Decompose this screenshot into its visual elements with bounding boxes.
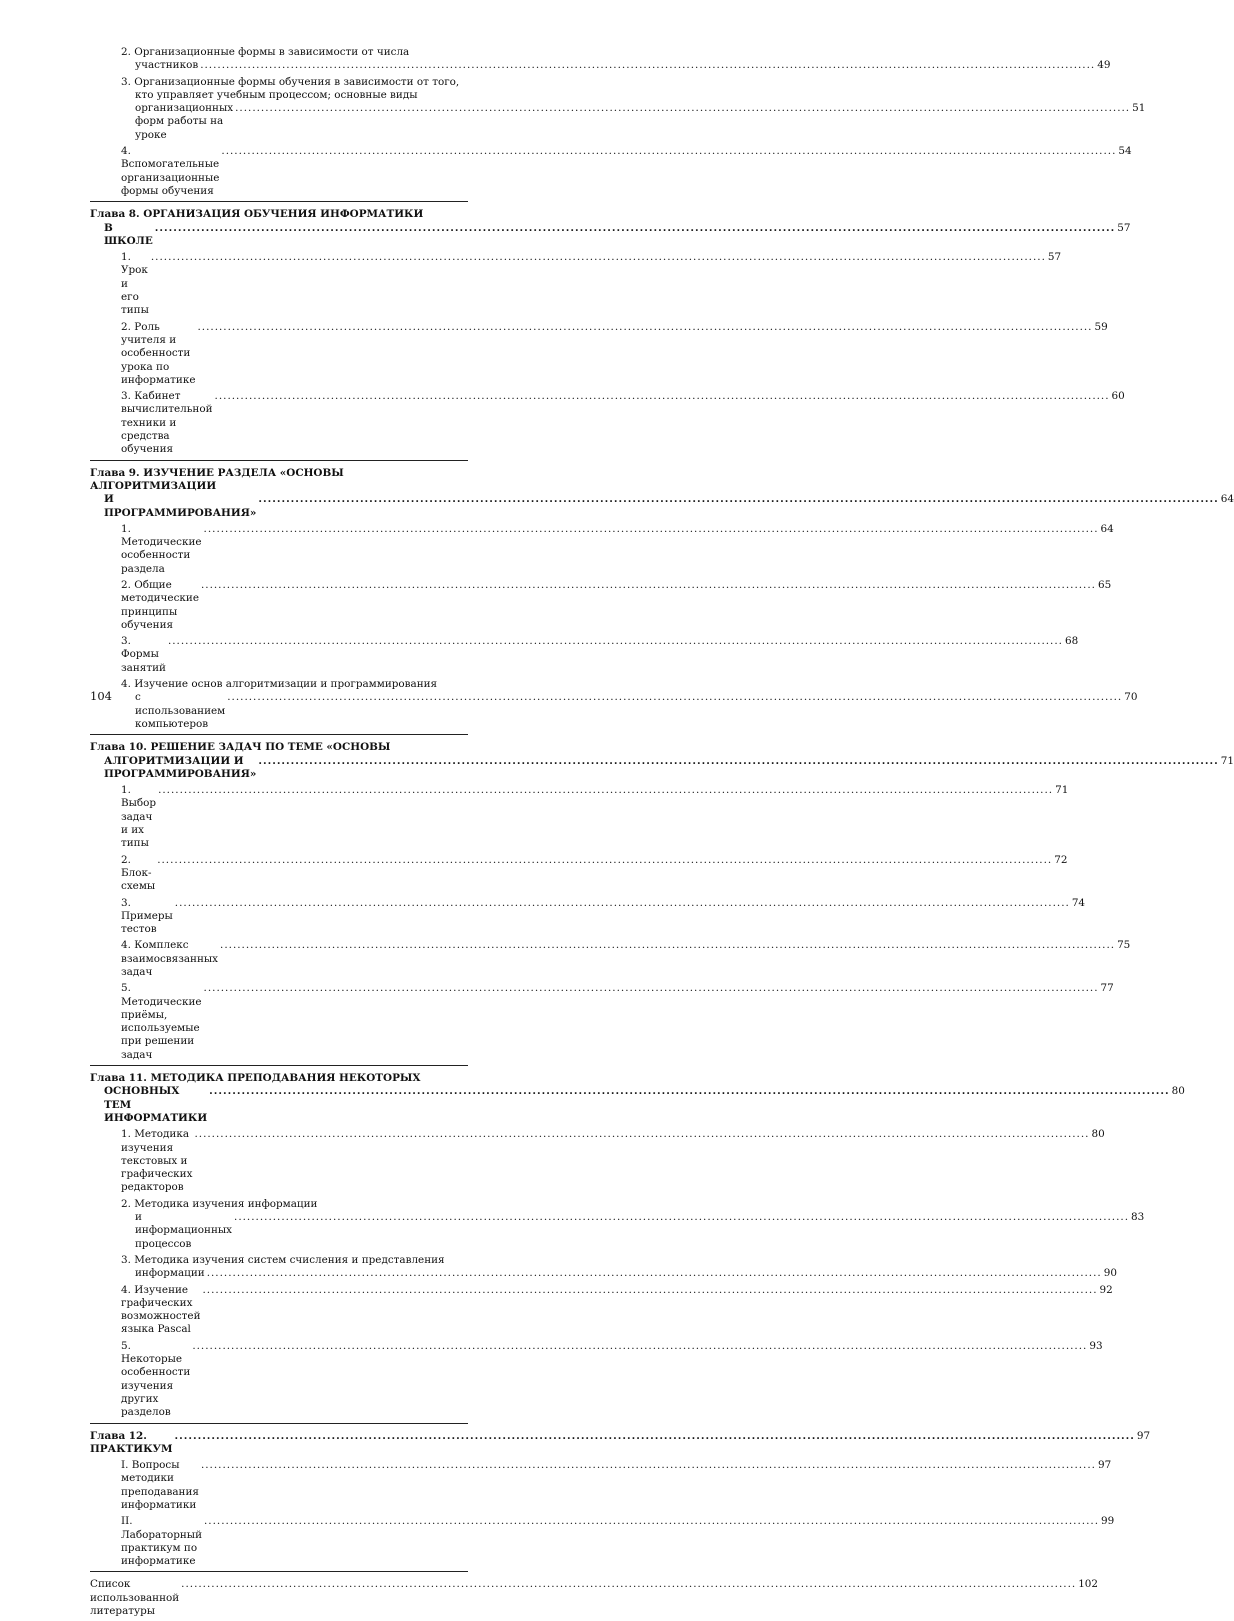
toc-chapter-entry — [90, 1429, 1151, 1457]
toc-entry-title: 4. Комплекс взаимосвязанных задач — [121, 939, 219, 978]
toc-entry-leader-line — [121, 320, 1108, 387]
toc-entry-leader-line — [121, 1339, 1103, 1420]
toc-entry-title: 4. Изучение графических возможностей языка Pascal — [121, 1283, 201, 1336]
toc-page-number: 70 — [1124, 691, 1138, 704]
toc-entry — [90, 853, 1068, 894]
toc-page-number: 97 — [1136, 1429, 1151, 1442]
table-of-contents — [90, 46, 1234, 1621]
toc-entry-line: кто управляет учебным процессом; основные виды — [135, 88, 418, 101]
toc-page-number: 75 — [1117, 939, 1131, 952]
toc-page-number: 80 — [1091, 1128, 1105, 1141]
toc-entry — [90, 896, 1086, 937]
toc-entry — [90, 46, 1111, 73]
dot-leader — [155, 222, 1115, 235]
section-divider — [90, 1423, 468, 1424]
toc-page-number: 57 — [1047, 251, 1062, 264]
toc-entry-line: Глава 10. РЕШЕНИЕ ЗАДАЧ ПО ТЕМЕ «ОСНОВЫ — [90, 741, 391, 754]
toc-page-number: 65 — [1097, 578, 1112, 591]
section-divider — [90, 460, 468, 461]
toc-page-number: 92 — [1099, 1283, 1113, 1296]
toc-page-number: 57 — [1117, 221, 1131, 234]
dot-leader — [204, 1515, 1099, 1528]
toc-entry-title: И ПРОГРАММИРОВАНИЯ» — [104, 493, 257, 519]
toc-entry-leader-line — [121, 1515, 1115, 1568]
toc-entry-title: 3. Примеры тестов — [121, 896, 173, 936]
toc-chapter-entry — [90, 466, 1234, 520]
toc-chapter-entry — [90, 208, 1131, 248]
dot-leader — [181, 1578, 1076, 1591]
toc-entry-leader-line — [121, 853, 1068, 894]
toc-entry-leader-line — [121, 1283, 1113, 1337]
section-divider — [90, 734, 468, 735]
toc-entry-leader-line — [121, 145, 1132, 198]
toc-page-number: 60 — [1111, 390, 1125, 403]
toc-entry — [90, 1339, 1103, 1420]
toc-entry — [90, 635, 1079, 675]
toc-entry-title: 3. Кабинет вычислительной техники и средства обучения — [121, 390, 213, 456]
toc-entry-leader-line — [90, 1429, 1151, 1457]
toc-entry-leader-line — [121, 251, 1062, 317]
toc-entry-leader-line — [121, 896, 1086, 937]
toc-page-number: 54 — [1118, 145, 1132, 158]
page-number: 104 — [90, 689, 112, 703]
toc-entry-leader-line — [121, 691, 1138, 731]
toc-entry-title: АЛГОРИТМИЗАЦИИ И ПРОГРАММИРОВАНИЯ» — [104, 754, 257, 780]
dot-leader — [221, 145, 1116, 158]
dot-leader — [158, 784, 1053, 797]
dot-leader — [203, 1284, 1098, 1297]
section-divider — [90, 1065, 468, 1066]
toc-entry — [90, 678, 1138, 731]
toc-entry-leader-line — [121, 59, 1111, 72]
dot-leader — [168, 635, 1063, 648]
dot-leader — [258, 755, 1218, 768]
toc-entry-title: 5. Некоторые особенности изучения других разделов — [121, 1339, 191, 1419]
toc-entry — [90, 1253, 1117, 1281]
toc-entry — [90, 939, 1131, 979]
dot-leader — [197, 321, 1092, 334]
toc-page-number: 59 — [1094, 320, 1108, 333]
toc-entry-leader-line — [90, 1578, 1099, 1618]
toc-entry-title: 2. Роль учителя и особенности урока по информатике — [121, 320, 196, 386]
toc-entry-leader-line — [121, 578, 1112, 632]
toc-entry-leader-line — [121, 982, 1114, 1062]
toc-entry — [90, 1459, 1112, 1512]
toc-entry — [90, 1197, 1145, 1251]
toc-page-number: 71 — [1055, 784, 1069, 797]
dot-leader — [204, 982, 1099, 995]
toc-entry-leader-line — [90, 754, 1234, 782]
toc-entry-leader-line — [121, 1128, 1105, 1194]
toc-entry-title: участников — [135, 59, 199, 72]
toc-page-number: 68 — [1064, 635, 1079, 648]
toc-page-number: 77 — [1100, 982, 1114, 995]
toc-page-number: 49 — [1097, 59, 1111, 72]
dot-leader — [194, 1128, 1089, 1141]
toc-entry-title: 3. Формы занятий — [121, 635, 166, 674]
toc-entry-title: организационных форм работы на уроке — [135, 102, 234, 141]
toc-entry-title: ОСНОВНЫХ ТЕМ ИНФОРМАТИКИ — [104, 1085, 208, 1124]
toc-entry — [90, 578, 1112, 632]
toc-entry-line: 3. Методика изучения систем счисления и представления — [121, 1253, 445, 1266]
toc-entry-leader-line — [121, 939, 1131, 979]
section-divider — [90, 201, 468, 202]
toc-entry-leader-line — [121, 390, 1125, 456]
toc-entry-title: II. Лабораторный практикум по информатике — [121, 1515, 202, 1568]
dot-leader — [215, 390, 1110, 403]
toc-entry-title: 1. Урок и его типы — [121, 251, 149, 317]
dot-leader — [258, 493, 1218, 506]
toc-entry-leader-line — [121, 1211, 1145, 1251]
toc-page-number: 51 — [1132, 102, 1146, 115]
dot-leader — [175, 897, 1070, 910]
toc-entry-title: В ШКОЛЕ — [104, 221, 153, 247]
dot-leader — [157, 854, 1052, 867]
toc-entry — [90, 522, 1114, 576]
toc-page-number: 102 — [1078, 1578, 1099, 1591]
toc-chapter-entry — [90, 741, 1234, 781]
toc-page-number: 72 — [1054, 853, 1068, 866]
toc-entry-title: 4. Вспомогательные организационные формы обучения — [121, 145, 220, 197]
toc-entry-title: 5. Методические приёмы, используемые при решении задач — [121, 982, 202, 1061]
toc-entry-leader-line — [121, 522, 1114, 576]
toc-entry-title: с использованием компьютеров — [135, 691, 226, 730]
toc-entry-leader-line — [121, 102, 1146, 142]
dot-leader — [200, 59, 1095, 72]
toc-entry — [90, 75, 1146, 142]
toc-entry — [90, 1515, 1115, 1568]
toc-entry-leader-line — [121, 635, 1079, 675]
toc-entry — [90, 251, 1062, 317]
dot-leader — [192, 1340, 1087, 1353]
toc-entry — [90, 1283, 1113, 1337]
toc-entry-title: 2. Блок-схемы — [121, 853, 156, 893]
dot-leader — [207, 1267, 1102, 1280]
toc-entry-line: 2. Организационные формы в зависимости от числа — [121, 46, 410, 58]
dot-leader — [204, 523, 1099, 536]
toc-entry — [90, 982, 1114, 1062]
toc-entry-line: Глава 11. МЕТОДИКА ПРЕПОДАВАНИЯ НЕКОТОРЫХ — [90, 1072, 421, 1085]
toc-entry-leader-line — [90, 221, 1131, 249]
toc-page-number: 99 — [1101, 1515, 1115, 1528]
toc-entry — [90, 1128, 1105, 1194]
dot-leader — [151, 251, 1046, 264]
toc-entry-title: 1. Методика изучения текстовых и графических редакторов — [121, 1128, 193, 1194]
dot-leader — [220, 939, 1115, 952]
toc-page-number: 83 — [1131, 1211, 1145, 1224]
toc-entry-title: I. Вопросы методики преподавания информатики — [121, 1459, 199, 1511]
toc-entry-leader-line — [90, 1085, 1185, 1125]
toc-page-number: 71 — [1220, 754, 1234, 767]
toc-entry — [90, 1578, 1099, 1618]
toc-entry-title: и информационных процессов — [135, 1211, 233, 1250]
dot-leader — [227, 691, 1122, 704]
toc-entry-title: информации — [135, 1267, 205, 1280]
toc-entry — [90, 320, 1108, 387]
toc-chapter-entry — [90, 1072, 1185, 1125]
toc-page-number: 64 — [1220, 493, 1234, 506]
toc-page-number: 97 — [1097, 1459, 1112, 1472]
toc-entry-title: Список использованной литературы — [90, 1578, 180, 1618]
toc-entry — [90, 145, 1132, 198]
dot-leader — [174, 1430, 1134, 1443]
toc-entry-leader-line — [121, 784, 1069, 850]
toc-entry-leader-line — [121, 1267, 1117, 1280]
toc-page-number: 74 — [1071, 896, 1086, 909]
toc-page-number: 90 — [1103, 1267, 1117, 1280]
toc-entry-leader-line — [121, 1459, 1112, 1512]
toc-entry-line: 2. Методика изучения информации — [121, 1197, 318, 1210]
dot-leader — [201, 579, 1096, 592]
toc-entry-title: Глава 12. ПРАКТИКУМ — [90, 1429, 173, 1455]
toc-page-number: 80 — [1171, 1085, 1185, 1098]
dot-leader — [235, 102, 1130, 115]
toc-entry-line: Глава 8. ОРГАНИЗАЦИЯ ОБУЧЕНИЯ ИНФОРМАТИКИ — [90, 208, 424, 221]
toc-entry-line: 4. Изучение основ алгоритмизации и программирования — [121, 678, 438, 691]
toc-entry-leader-line — [90, 493, 1234, 520]
dot-leader — [201, 1459, 1096, 1472]
section-divider — [90, 1571, 468, 1572]
toc-page-number: 93 — [1089, 1339, 1103, 1352]
toc-page-number: 64 — [1100, 522, 1114, 535]
toc-entry — [90, 390, 1125, 456]
toc-entry-line: 3. Организационные формы обучения в зависимости от того, — [121, 75, 460, 88]
toc-entry — [90, 784, 1069, 850]
dot-leader — [209, 1085, 1169, 1098]
toc-entry-title: 1. Методические особенности раздела — [121, 522, 202, 575]
toc-entry-title: 1. Выбор задач и их типы — [121, 784, 157, 850]
dot-leader — [234, 1211, 1129, 1224]
toc-entry-line: Глава 9. ИЗУЧЕНИЕ РАЗДЕЛА «ОСНОВЫ АЛГОРИТМИЗАЦИИ — [90, 466, 344, 492]
toc-entry-title: 2. Общие методические принципы обучения — [121, 578, 199, 631]
